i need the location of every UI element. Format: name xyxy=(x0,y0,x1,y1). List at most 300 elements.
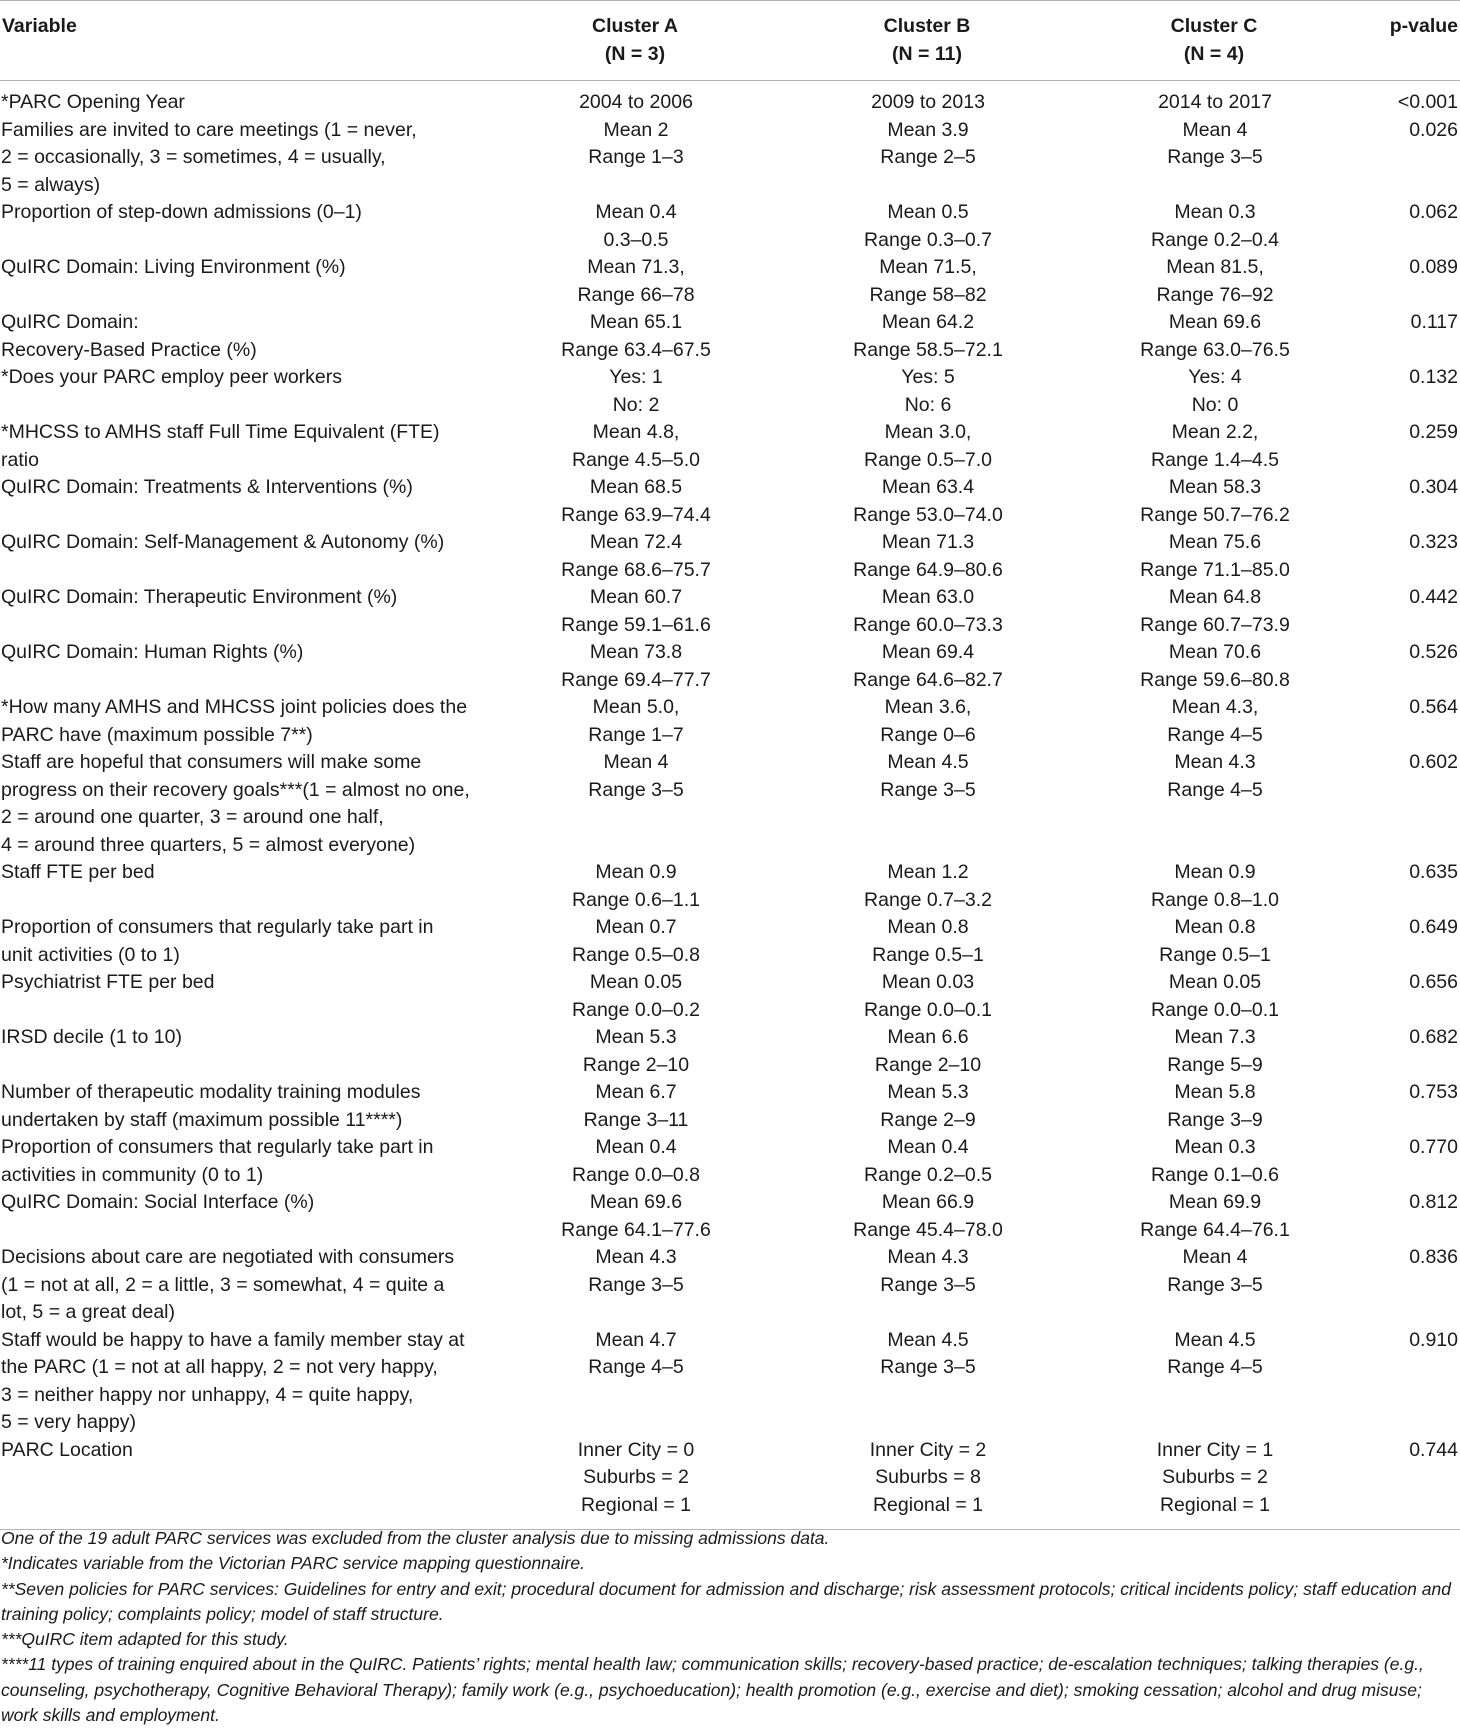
cluster-a-cell-line: Mean 4.8, xyxy=(592,421,680,443)
cluster-b-cell-line: Mean 71.5, xyxy=(879,256,977,278)
header-cluster-a xyxy=(480,1,792,81)
p-value-cell: 0.526 xyxy=(1409,641,1458,663)
variable-cell-line: Proportion of consumers that regularly take part in xyxy=(1,1136,434,1158)
cluster-c-cell-line: Range 4–5 xyxy=(1167,1356,1263,1378)
cluster-c-cell-line: Suburbs = 2 xyxy=(1162,1466,1268,1488)
cluster-c-cell-line: Mean 0.3 xyxy=(1174,1136,1256,1158)
cluster-a-cell-line: Mean 0.9 xyxy=(595,861,677,883)
cluster-a-cell xyxy=(480,199,792,254)
cluster-b-cell-line: Mean 3.0, xyxy=(884,421,972,443)
cluster-b-cell-line: Mean 4.3 xyxy=(887,1246,969,1268)
cluster-b-cell-line: Range 53.0–74.0 xyxy=(853,503,1003,526)
p-value-cell: 0.442 xyxy=(1409,586,1458,608)
cluster-c-cell xyxy=(1064,1134,1366,1189)
cluster-c-cell-line: Mean 4.5 xyxy=(1174,1328,1256,1351)
p-value-cell: 0.564 xyxy=(1409,696,1458,718)
p-value-cell: 0.753 xyxy=(1409,1081,1458,1103)
variable-cell-line: 5 = always) xyxy=(1,173,101,196)
cluster-a-cell-line: Range 3–5 xyxy=(588,1273,684,1296)
cluster-b-cell xyxy=(792,914,1064,969)
cluster-a-cell-line: Regional = 1 xyxy=(580,1493,692,1516)
table-row xyxy=(0,309,1460,364)
p-value-cell: 0.649 xyxy=(1409,916,1458,938)
table-row xyxy=(0,529,1460,584)
cluster-c-cell-line: Mean 0.8 xyxy=(1174,916,1256,938)
cluster-b-cell xyxy=(792,1437,1064,1530)
cluster-b-cell-line: Suburbs = 8 xyxy=(875,1466,981,1488)
cluster-b-cell-line: Range 3–5 xyxy=(880,778,976,801)
cluster-a-cell-line: Mean 0.05 xyxy=(589,971,683,993)
cluster-a-cell-line: Mean 4.3 xyxy=(595,1246,677,1268)
footnote: **Seven policies for PARC services: Guidelines for entry and exit; procedural document for admission and discharge; risk assessment protocols; critical incidents policy; staff education and training policy; complaints policy; model of staff structure. xyxy=(1,1578,1451,1624)
cluster-c-cell xyxy=(1064,199,1366,254)
cluster-b-cell xyxy=(792,419,1064,474)
cluster-c-cell-line: Range 0.0–0.1 xyxy=(1151,998,1279,1021)
cluster-c-cell-line: Range 64.4–76.1 xyxy=(1140,1218,1290,1241)
cluster-b-cell xyxy=(792,1024,1064,1079)
cluster-a-cell xyxy=(480,694,792,749)
cluster-a-cell-line: Yes: 1 xyxy=(609,366,663,388)
variable-cell-line: QuIRC Domain: Human Rights (%) xyxy=(1,641,304,663)
cluster-b-cell-line: Mean 69.4 xyxy=(881,641,975,663)
cluster-c-cell-line: Range 1.4–4.5 xyxy=(1151,448,1279,471)
cluster-a-cell-line: Range 64.1–77.6 xyxy=(561,1218,711,1241)
p-value-cell: 0.836 xyxy=(1409,1246,1458,1268)
variable-cell xyxy=(0,584,480,639)
variable-cell-line: PARC have (maximum possible 7**) xyxy=(1,723,313,746)
cluster-a-cell-line: Mean 65.1 xyxy=(589,311,683,333)
cluster-b-cell-line: Mean 6.6 xyxy=(887,1026,969,1048)
cluster-b-cell-line: Range 0.5–1 xyxy=(872,943,984,966)
cluster-a-cell-line: Mean 69.6 xyxy=(589,1191,683,1213)
table-header xyxy=(0,1,1460,81)
cluster-b-cell-line: Yes: 5 xyxy=(901,366,955,388)
cluster-c-cell-line: Mean 2.2, xyxy=(1171,421,1259,443)
variable-cell xyxy=(0,1437,480,1530)
cluster-a-cell xyxy=(480,639,792,694)
cluster-a-cell-line: Mean 6.7 xyxy=(595,1081,677,1103)
cluster-b-cell-line: Range 64.6–82.7 xyxy=(853,668,1003,691)
cluster-c-cell-line: Regional = 1 xyxy=(1159,1493,1271,1516)
cluster-a-cell-line: Range 63.4–67.5 xyxy=(561,338,711,361)
cluster-b-cell xyxy=(792,859,1064,914)
cluster-b-cell-line: Inner City = 2 xyxy=(869,1438,987,1461)
cluster-a-cell-line: Range 3–5 xyxy=(588,778,684,801)
cluster-a-cell xyxy=(480,419,792,474)
footnote: ***QuIRC item adapted for this study. xyxy=(1,1629,289,1650)
cluster-c-cell-line: Mean 5.8 xyxy=(1174,1081,1256,1103)
cluster-a-cell-line: Range 69.4–77.7 xyxy=(561,668,711,691)
variable-cell-line: QuIRC Domain: Self-Management & Autonomy (%) xyxy=(1,531,445,553)
cluster-a-cell-line: Range 0.6–1.1 xyxy=(572,888,700,911)
variable-cell-line: 4 = around three quarters, 5 = almost everyone) xyxy=(1,833,416,856)
table-row xyxy=(0,969,1460,1024)
cluster-c-cell-line: Mean 58.3 xyxy=(1168,476,1262,498)
variable-cell xyxy=(0,1327,480,1437)
cluster-c-cell xyxy=(1064,1327,1366,1437)
cluster-b-cell-line: Range 0.7–3.2 xyxy=(864,888,992,911)
cluster-b-cell xyxy=(792,1189,1064,1244)
p-value-cell: 0.635 xyxy=(1409,861,1458,883)
cluster-c-cell-line: Range 5–9 xyxy=(1167,1053,1263,1076)
cluster-c-cell-line: Range 3–5 xyxy=(1167,1273,1263,1296)
cluster-c-cell-line: Mean 4 xyxy=(1182,1246,1248,1268)
variable-cell xyxy=(0,1134,480,1189)
p-value-cell: 0.770 xyxy=(1409,1136,1458,1158)
cluster-c-cell-line: Mean 4 xyxy=(1182,118,1248,141)
cluster-a-cell-line: Mean 71.3, xyxy=(587,256,685,278)
table-row xyxy=(0,1189,1460,1244)
cluster-b-cell xyxy=(792,309,1064,364)
cluster-a-cell xyxy=(480,1189,792,1244)
cluster-a-cell-line: Mean 0.7 xyxy=(595,916,677,938)
cluster-b-cell-line: Range 0.0–0.1 xyxy=(864,998,992,1021)
variable-cell-line: Decisions about care are negotiated with consumers xyxy=(1,1246,455,1268)
cluster-c-cell xyxy=(1064,529,1366,584)
header-p-value: p-value xyxy=(1366,1,1460,81)
table-row xyxy=(0,694,1460,749)
variable-cell-line: lot, 5 = a great deal) xyxy=(1,1301,175,1323)
cluster-c-cell xyxy=(1064,81,1366,117)
cluster-b-cell-line: Mean 66.9 xyxy=(881,1191,975,1213)
cluster-c-cell-line: Range 3–9 xyxy=(1167,1108,1263,1131)
cluster-c-cell xyxy=(1064,859,1366,914)
variable-cell xyxy=(0,694,480,749)
cluster-b-cell-line: Mean 3.6, xyxy=(884,696,972,718)
cluster-b-cell-line: Mean 1.2 xyxy=(887,861,969,883)
variable-cell xyxy=(0,1024,480,1079)
cluster-c-cell-line: Mean 69.6 xyxy=(1168,311,1262,333)
variable-cell-line: Psychiatrist FTE per bed xyxy=(1,971,215,993)
cluster-b-cell xyxy=(792,749,1064,859)
table-row xyxy=(0,584,1460,639)
cluster-c-cell-line: Mean 0.05 xyxy=(1168,971,1262,993)
cluster-a-cell-line: Mean 68.5 xyxy=(589,476,683,498)
cluster-a-cell xyxy=(480,749,792,859)
variable-cell-line: the PARC (1 = not at all happy, 2 = not very happy, xyxy=(1,1356,438,1378)
cluster-b-cell-line: Mean 0.8 xyxy=(887,916,969,938)
cluster-c-cell xyxy=(1064,639,1366,694)
p-value-cell: 0.812 xyxy=(1409,1191,1458,1213)
cluster-a-cell-line: Suburbs = 2 xyxy=(583,1466,689,1488)
variable-cell-line: undertaken by staff (maximum possible 11****) xyxy=(1,1108,403,1131)
table-row xyxy=(0,199,1460,254)
cluster-a-cell-line: Mean 2 xyxy=(603,118,669,141)
variable-cell-line: PARC Location xyxy=(1,1438,133,1461)
cluster-a-cell-line: Mean 0.4 xyxy=(595,1136,677,1158)
cluster-b-cell xyxy=(792,584,1064,639)
table-row xyxy=(0,254,1460,309)
cluster-b-cell-line: Range 2–9 xyxy=(880,1108,976,1131)
cluster-a-cell-line: Range 59.1–61.6 xyxy=(561,613,711,636)
cluster-b-cell-line: Range 58–82 xyxy=(869,283,987,306)
p-value-cell: 0.117 xyxy=(1410,311,1458,333)
table-row xyxy=(0,914,1460,969)
cluster-c-cell-line: Range 0.2–0.4 xyxy=(1151,228,1279,251)
cluster-a-cell xyxy=(480,969,792,1024)
table-row xyxy=(0,1244,1460,1327)
p-value-cell: 0.682 xyxy=(1409,1026,1458,1048)
table-row xyxy=(0,1134,1460,1189)
cluster-a-cell xyxy=(480,529,792,584)
variable-cell xyxy=(0,749,480,859)
table-row xyxy=(0,1437,1460,1530)
variable-cell xyxy=(0,117,480,200)
cluster-b-cell-line: Range 45.4–78.0 xyxy=(853,1218,1003,1241)
variable-cell-line: Number of therapeutic modality training modules xyxy=(1,1081,421,1103)
cluster-c-cell xyxy=(1064,584,1366,639)
cluster-c-cell-line: 2014 to 2017 xyxy=(1158,91,1272,113)
cluster-a-cell-line: No: 2 xyxy=(612,393,660,416)
cluster-b-cell xyxy=(792,694,1064,749)
variable-cell-line: *How many AMHS and MHCSS joint policies does the xyxy=(1,696,468,718)
table-row xyxy=(0,474,1460,529)
cluster-a-cell-line: Range 4.5–5.0 xyxy=(572,448,700,471)
cluster-a-cell-line: Mean 60.7 xyxy=(589,586,683,608)
cluster-c-cell-line: Mean 64.8 xyxy=(1168,586,1262,608)
p-value-cell: <0.001 xyxy=(1397,91,1458,113)
cluster-b-cell-line: Mean 63.4 xyxy=(881,476,975,498)
cluster-c-cell xyxy=(1064,254,1366,309)
cluster-c-cell-line: Mean 69.9 xyxy=(1168,1191,1262,1213)
header-cluster-a-n: (N = 3) xyxy=(604,42,666,65)
cluster-a-cell-line: Mean 73.8 xyxy=(589,641,683,663)
cluster-b-cell-line: Range 58.5–72.1 xyxy=(853,338,1003,361)
variable-cell-line: Families are invited to care meetings (1 = never, xyxy=(1,118,417,141)
cluster-b-cell-line: Range 0–6 xyxy=(880,723,976,746)
cluster-a-cell xyxy=(480,914,792,969)
variable-cell-line: 5 = very happy) xyxy=(1,1411,136,1433)
cluster-a-cell xyxy=(480,1437,792,1530)
variable-cell-line: QuIRC Domain: xyxy=(1,311,139,333)
cluster-a-cell xyxy=(480,117,792,200)
variable-cell xyxy=(0,859,480,914)
cluster-b-cell-line: Mean 4.5 xyxy=(887,1328,969,1351)
variable-cell-line: 2 = around one quarter, 3 = around one half, xyxy=(1,806,384,828)
variable-cell-line: Staff would be happy to have a family member stay at xyxy=(1,1328,465,1351)
variable-cell xyxy=(0,529,480,584)
table-row xyxy=(0,639,1460,694)
cluster-c-cell-line: Range 50.7–76.2 xyxy=(1140,503,1290,526)
variable-cell xyxy=(0,1189,480,1244)
cluster-a-cell xyxy=(480,584,792,639)
variable-cell xyxy=(0,1244,480,1327)
cluster-b-cell xyxy=(792,969,1064,1024)
cluster-c-cell-line: Mean 75.6 xyxy=(1168,531,1262,553)
cluster-b-cell xyxy=(792,81,1064,117)
cluster-c-cell xyxy=(1064,117,1366,200)
cluster-b-cell-line: Range 3–5 xyxy=(880,1273,976,1296)
variable-cell-line: Staff FTE per bed xyxy=(1,861,155,883)
variable-cell-line: *Does your PARC employ peer workers xyxy=(1,366,343,388)
cluster-b-cell-line: Mean 63.0 xyxy=(881,586,975,608)
cluster-b-cell xyxy=(792,1244,1064,1327)
header-cluster-a-name: Cluster A xyxy=(592,15,678,37)
cluster-b-cell-line: Mean 0.5 xyxy=(887,201,969,223)
header-cluster-b-n: (N = 11) xyxy=(892,42,962,65)
cluster-b-cell-line: Range 0.5–7.0 xyxy=(864,448,992,471)
cluster-c-cell xyxy=(1064,474,1366,529)
cluster-c-cell-line: Mean 4.3 xyxy=(1174,751,1256,773)
cluster-a-cell-line: Range 0.0–0.2 xyxy=(572,998,700,1021)
variable-cell xyxy=(0,914,480,969)
cluster-a-cell-line: Mean 4 xyxy=(603,751,669,773)
cluster-a-cell-line: Range 68.6–75.7 xyxy=(561,558,711,581)
cluster-b-cell-line: Mean 4.5 xyxy=(887,751,969,773)
p-value-cell: 0.259 xyxy=(1409,421,1458,443)
cluster-c-cell-line: Mean 4.3, xyxy=(1171,696,1259,718)
cluster-c-cell xyxy=(1064,1024,1366,1079)
cluster-a-cell-line: 0.3–0.5 xyxy=(603,228,669,251)
cluster-a-cell xyxy=(480,1079,792,1134)
footnote: *Indicates variable from the Victorian PARC service mapping questionnaire. xyxy=(1,1553,585,1574)
cluster-a-cell xyxy=(480,254,792,309)
cluster-a-cell-line: Range 0.0–0.8 xyxy=(572,1163,700,1186)
variable-cell-line: QuIRC Domain: Living Environment (%) xyxy=(1,256,346,278)
p-value-cell: 0.026 xyxy=(1409,118,1458,141)
header-cluster-b xyxy=(792,1,1064,81)
table-row xyxy=(0,1079,1460,1134)
cluster-a-cell xyxy=(480,81,792,117)
cluster-b-cell-line: Range 2–10 xyxy=(874,1053,982,1076)
cluster-c-cell-line: Range 3–5 xyxy=(1167,146,1263,168)
variable-cell-line: QuIRC Domain: Social Interface (%) xyxy=(1,1191,315,1213)
p-value-cell: 0.656 xyxy=(1409,971,1458,993)
variable-cell-line: ratio xyxy=(1,448,39,471)
cluster-a-cell-line: Inner City = 0 xyxy=(577,1438,695,1461)
cluster-c-cell xyxy=(1064,1189,1366,1244)
variable-cell-line: *PARC Opening Year xyxy=(1,91,185,113)
cluster-b-cell-line: Mean 3.9 xyxy=(887,118,969,141)
cluster-c-cell-line: Range 0.1–0.6 xyxy=(1151,1163,1279,1186)
cluster-a-cell-line: Mean 5.3 xyxy=(595,1026,677,1048)
table-row xyxy=(0,859,1460,914)
cluster-a-cell xyxy=(480,474,792,529)
cluster-a-cell xyxy=(480,1327,792,1437)
cluster-c-cell xyxy=(1064,749,1366,859)
cluster-a-cell-line: Mean 72.4 xyxy=(589,531,683,553)
cluster-c-cell-line: Mean 0.3 xyxy=(1174,201,1256,223)
variable-cell-line: (1 = not at all, 2 = a little, 3 = somewhat, 4 = quite a xyxy=(1,1273,445,1296)
cluster-c-cell xyxy=(1064,364,1366,419)
cluster-c-cell-line: Range 0.8–1.0 xyxy=(1151,888,1279,911)
p-value-cell: 0.744 xyxy=(1366,1437,1460,1530)
cluster-c-cell-line: Range 60.7–73.9 xyxy=(1140,613,1290,636)
cluster-b-cell xyxy=(792,117,1064,200)
cluster-c-cell-line: Mean 81.5, xyxy=(1166,256,1264,278)
variable-cell-line: Staff are hopeful that consumers will make some xyxy=(1,751,422,773)
cluster-b-cell-line: Range 60.0–73.3 xyxy=(853,613,1003,636)
cluster-b-cell xyxy=(792,254,1064,309)
cluster-c-cell-line: No: 0 xyxy=(1191,393,1239,416)
cluster-b-cell-line: Regional = 1 xyxy=(872,1493,984,1516)
table-row xyxy=(0,1024,1460,1079)
cluster-a-cell-line: Range 1–3 xyxy=(588,146,684,168)
cluster-b-cell-line: Mean 64.2 xyxy=(881,311,975,333)
cluster-c-cell xyxy=(1064,1437,1366,1530)
variable-cell-line: QuIRC Domain: Treatments & Interventions (%) xyxy=(1,476,413,498)
table-row xyxy=(0,419,1460,474)
cluster-c-cell-line: Range 4–5 xyxy=(1167,778,1263,801)
cluster-c-cell xyxy=(1064,694,1366,749)
cluster-b-cell xyxy=(792,1079,1064,1134)
variable-cell xyxy=(0,364,480,419)
table-row xyxy=(0,1327,1460,1437)
header-variable: Variable xyxy=(0,1,480,81)
cluster-c-cell-line: Yes: 4 xyxy=(1188,366,1242,388)
cluster-b-cell-line: Mean 5.3 xyxy=(887,1081,969,1103)
header-cluster-c xyxy=(1064,1,1366,81)
cluster-c-cell-line: Range 71.1–85.0 xyxy=(1140,558,1290,581)
cluster-a-cell xyxy=(480,859,792,914)
cluster-c-cell-line: Mean 0.9 xyxy=(1174,861,1256,883)
variable-cell xyxy=(0,969,480,1024)
cluster-c-cell-line: Range 0.5–1 xyxy=(1159,943,1271,966)
variable-cell-line: *MHCSS to AMHS staff Full Time Equivalent (FTE) xyxy=(1,421,440,443)
cluster-c-cell-line: Range 4–5 xyxy=(1167,723,1263,746)
cluster-a-cell xyxy=(480,1024,792,1079)
cluster-b-cell-line: Range 0.3–0.7 xyxy=(864,228,992,251)
table-body xyxy=(0,81,1460,1530)
cluster-c-cell xyxy=(1064,309,1366,364)
variable-cell-line: unit activities (0 to 1) xyxy=(1,943,180,966)
cluster-c-cell xyxy=(1064,1079,1366,1134)
cluster-a-cell-line: Range 3–11 xyxy=(583,1108,689,1131)
cluster-a-cell xyxy=(480,1134,792,1189)
p-value-cell: 0.062 xyxy=(1409,201,1458,223)
cluster-b-cell-line: Mean 0.03 xyxy=(881,971,975,993)
cluster-c-cell-line: Range 63.0–76.5 xyxy=(1140,338,1290,361)
cluster-c-cell-line: Inner City = 1 xyxy=(1156,1438,1274,1461)
p-value-cell: 0.132 xyxy=(1409,366,1458,388)
cluster-a-cell-line: Range 63.9–74.4 xyxy=(561,503,711,526)
cluster-a-cell-line: Mean 4.7 xyxy=(595,1328,677,1351)
cluster-c-cell xyxy=(1064,1244,1366,1327)
footnote: ****11 types of training enquired about in the QuIRC. Patients’ rights; mental health law; communication skills; recovery-based practice; de-escalation techniques; talking therapies (e.g., counseling, psychotherapy, Cognitive Behavioral Therapy); family work (e.g., psychoeducation); health promotion (e.g., exercise and diet); smoking cessation; alcohol and drug misuse; work skills and employment. xyxy=(1,1654,1424,1726)
variable-cell-line: activities in community (0 to 1) xyxy=(1,1163,264,1186)
variable-cell xyxy=(0,309,480,364)
cluster-a-cell xyxy=(480,1244,792,1327)
cluster-b-cell-line: Mean 0.4 xyxy=(887,1136,969,1158)
cluster-b-cell-line: Range 3–5 xyxy=(880,1356,976,1378)
cluster-b-cell-line: Range 0.2–0.5 xyxy=(864,1163,992,1186)
variable-cell xyxy=(0,419,480,474)
cluster-b-cell xyxy=(792,639,1064,694)
variable-cell-line: IRSD decile (1 to 10) xyxy=(1,1026,182,1048)
variable-cell xyxy=(0,254,480,309)
cluster-a-cell-line: Range 0.5–0.8 xyxy=(572,943,700,966)
cluster-b-cell xyxy=(792,474,1064,529)
table-row xyxy=(0,749,1460,859)
cluster-a-cell-line: 2004 to 2006 xyxy=(579,91,693,113)
cluster-a-cell xyxy=(480,364,792,419)
variable-cell xyxy=(0,639,480,694)
p-value-cell: 0.323 xyxy=(1409,531,1458,553)
cluster-a-cell-line: Mean 0.4 xyxy=(595,201,677,223)
footnote: One of the 19 adult PARC services was excluded from the cluster analysis due to missing admissions data. xyxy=(1,1528,830,1548)
cluster-a-cell-line: Range 1–7 xyxy=(588,723,684,746)
cluster-b-cell xyxy=(792,1327,1064,1437)
table-row xyxy=(0,81,1460,117)
p-value-cell: 0.910 xyxy=(1409,1328,1458,1351)
cluster-c-cell-line: Range 76–92 xyxy=(1156,283,1274,306)
cluster-c-cell-line: Mean 7.3 xyxy=(1174,1026,1256,1048)
header-cluster-c-n: (N = 4) xyxy=(1183,42,1245,65)
variable-cell-line: Recovery-Based Practice (%) xyxy=(1,338,257,361)
cluster-c-cell-line: Mean 70.6 xyxy=(1168,641,1262,663)
cluster-b-cell xyxy=(792,199,1064,254)
cluster-b-cell-line: Mean 71.3 xyxy=(881,531,975,553)
